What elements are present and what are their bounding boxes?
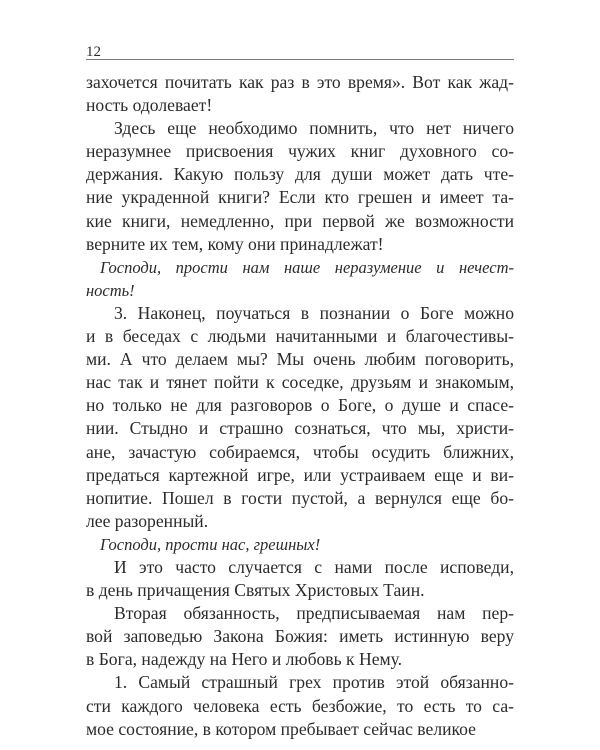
text-line: предаться картежной игре, или устраиваем еще и ви- — [86, 464, 514, 485]
text-line: ми. А что делаем мы? Мы очень любим поговорить, — [86, 349, 514, 370]
text-line: нии. Стыдно и страшно сознаться, что мы, христи- — [86, 418, 514, 439]
text-line: нопитие. Пошел в гости пустой, а вернулся еще бо- — [86, 487, 514, 508]
paragraph — [86, 671, 514, 740]
text-line: ность одолевает! — [86, 95, 213, 116]
text-line: и в беседах с людьми начитанными и благочестивы- — [86, 326, 514, 347]
text-line: Здесь еще необходимо помнить, что нет ничего — [114, 118, 514, 139]
paragraph — [86, 556, 514, 602]
text-line: в день причащения Святых Христовых Таин. — [86, 580, 425, 601]
text-line: но только не для разговоров о Боге, о душе и спасе- — [86, 395, 514, 416]
text-line: неразумнее присвоения чужих книг духовного со- — [86, 141, 514, 162]
text-line: 3. Наконец, поучаться в познании о Боге можно — [114, 302, 514, 323]
text-line: 1. Самый страшный грех против этой обязанно- — [114, 672, 514, 693]
text-line: верните их тем, кому они принадлежат! — [86, 233, 384, 254]
text-line: ность! — [86, 280, 135, 300]
paragraph — [86, 117, 514, 256]
text-line: сти каждого человека есть безбожие, то есть то са- — [86, 695, 514, 716]
paragraph — [86, 71, 514, 117]
header-rule — [86, 59, 514, 60]
text-line: Господи, прости нам наше неразумение и нечест- — [100, 257, 514, 277]
text-line: И это часто случается с нами после исповеди, — [114, 556, 514, 577]
text-line: вой заповедью Закона Божия: иметь истинную веру — [86, 626, 514, 647]
text-line: Вторая обязанность, предписываемая нам пер- — [114, 603, 514, 624]
text-line: нас так и тянет пойти к соседке, друзьям и знакомым, — [86, 372, 514, 393]
text-line: кие книги, немедленно, при первой же возможности — [86, 210, 514, 231]
paragraph — [86, 602, 514, 671]
text-line: ние украденной книги? Если кто грешен и имеет та- — [86, 187, 514, 208]
page-body — [86, 71, 514, 741]
italic-prayer-paragraph — [86, 256, 514, 302]
page-number: 12 — [86, 44, 101, 60]
text-line: ане, зачастую собираемся, чтобы осудить ближних, — [86, 441, 514, 462]
text-line: Господи, прости нас, грешных! — [100, 534, 321, 554]
text-line: лее разоренный. — [86, 510, 209, 531]
italic-prayer-paragraph — [86, 533, 514, 556]
text-line: держания. Какую пользу для души может дать чте- — [86, 164, 514, 185]
paragraph — [86, 302, 514, 533]
text-line: мое состояние, в котором пребывает сейчас великое — [86, 718, 476, 739]
text-line: в Бога, надежду на Него и любовь к Нему. — [86, 649, 403, 670]
text-line: захочется почитать как раз в это время». Вот как жад- — [86, 72, 514, 92]
